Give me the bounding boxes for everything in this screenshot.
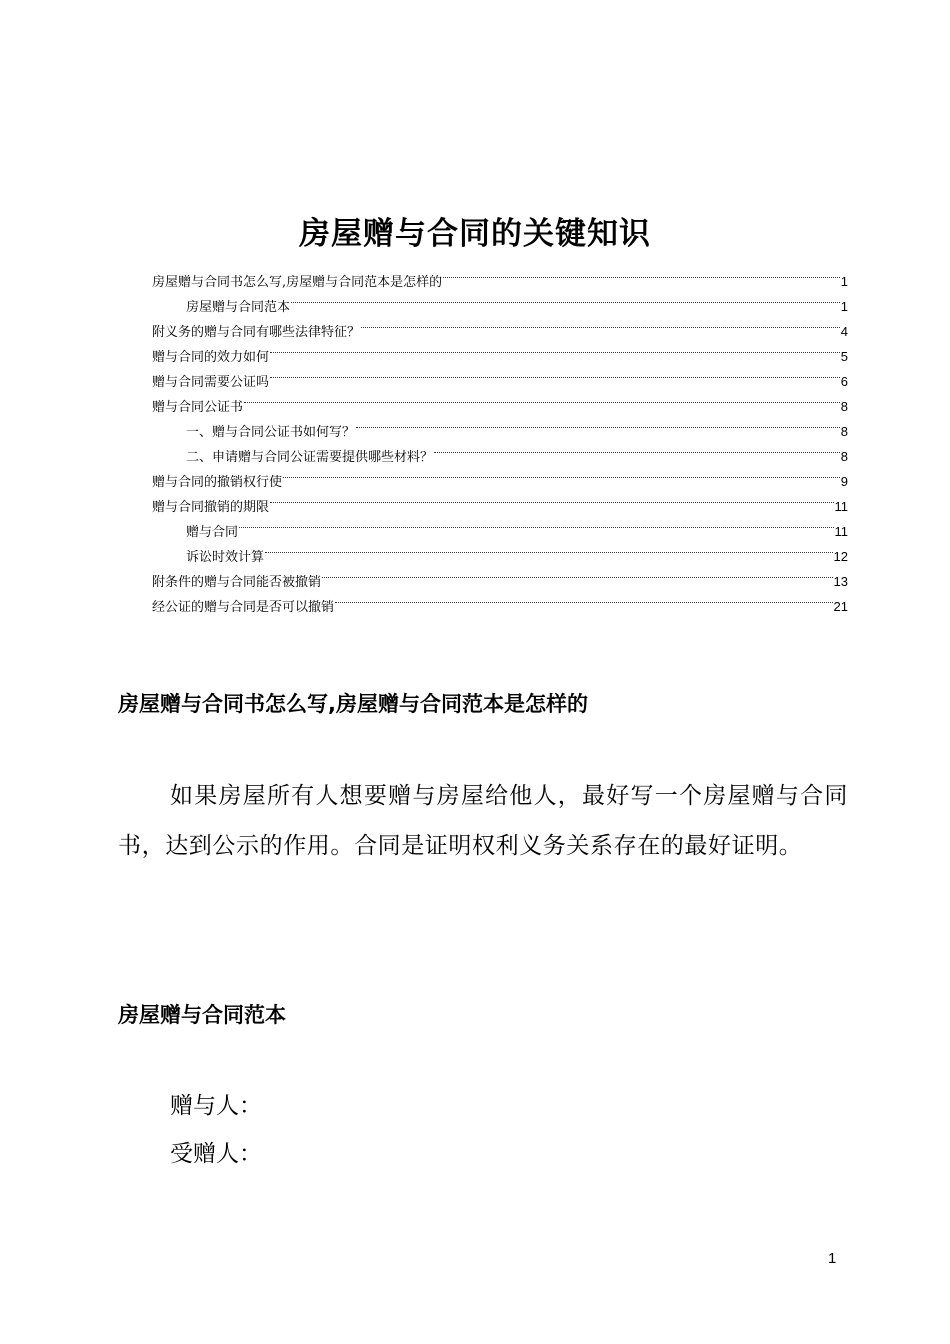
toc-entry-text: 诉讼时效计算 (186, 550, 265, 565)
toc-entry-page-number: 8 (840, 449, 848, 464)
toc-leader-dots (265, 536, 833, 561)
toc-entry-text: 赠与合同公证书 (152, 400, 244, 415)
toc-entry[interactable] (152, 536, 848, 565)
toc-entry[interactable] (152, 261, 848, 290)
toc-leader-dots (443, 261, 840, 286)
toc-leader-dots (356, 411, 840, 436)
donee-label: 受赠人： (170, 1141, 262, 1167)
toc-entry-text: 房屋赠与合同书怎么写,房屋赠与合同范本是怎样的 (152, 275, 443, 290)
section-heading-contract-how-to-write: 房屋赠与合同书怎么写,房屋赠与合同范本是怎样的 (118, 692, 588, 716)
toc-entry-text: 附条件的赠与合同能否被撤销 (152, 575, 322, 590)
toc-entry-text: 二、申请赠与合同公证需要提供哪些材料？ (186, 450, 434, 465)
toc-entry-text: 房屋赠与合同范本 (186, 300, 291, 315)
toc-leader-dots (270, 486, 833, 511)
toc-entry-page-number: 21 (833, 599, 848, 614)
toc-entry-page-number: 1 (840, 299, 848, 314)
toc-entry-page-number: 11 (834, 524, 848, 539)
body-paragraph: 如果房屋所有人想要赠与房屋给他人，最好写一个房屋赠与合同书，达到公示的作用。合同是证明权利义务关系存在的最好证明。 (118, 783, 848, 859)
toc-entry-text: 赠与合同 (186, 525, 239, 540)
toc-entry-page-number: 11 (834, 499, 848, 514)
toc-entry[interactable] (152, 511, 848, 540)
toc-leader-dots (244, 386, 840, 411)
donor-label: 赠与人： (170, 1093, 262, 1119)
toc-entry-text: 经公证的赠与合同是否可以撤销 (152, 600, 335, 615)
toc-leader-dots (270, 336, 840, 361)
toc-entry[interactable] (152, 411, 848, 440)
toc-leader-dots (361, 311, 840, 336)
toc-entry-text: 赠与合同需要公证吗 (152, 375, 270, 390)
toc-leader-dots (291, 286, 840, 311)
toc-entry-page-number: 12 (833, 549, 848, 564)
toc-entry-page-number: 13 (833, 574, 848, 589)
toc-entry[interactable] (152, 386, 848, 415)
toc-leader-dots (322, 561, 833, 586)
toc-leader-dots (239, 511, 833, 536)
section-heading-contract-template: 房屋赠与合同范本 (118, 1003, 286, 1027)
document-title: 房屋赠与合同的关键知识 (299, 216, 651, 252)
toc-entry-page-number: 8 (840, 399, 848, 414)
table-of-contents (152, 261, 848, 615)
toc-leader-dots (270, 361, 840, 386)
toc-leader-dots (434, 436, 840, 461)
page-number: 1 (828, 1250, 837, 1267)
toc-entry-page-number: 1 (840, 274, 848, 289)
toc-leader-dots (283, 461, 840, 486)
toc-entry-page-number: 9 (840, 474, 848, 489)
toc-entry-text: 附义务的赠与合同有哪些法律特征？ (152, 325, 361, 340)
toc-entry-text: 一、赠与合同公证书如何写？ (186, 425, 356, 440)
toc-entry-text: 赠与合同的效力如何 (152, 350, 270, 365)
toc-entry-text: 赠与合同的撤销权行使 (152, 475, 283, 490)
toc-entry-page-number: 6 (840, 374, 848, 389)
toc-entry-page-number: 4 (840, 324, 848, 339)
toc-entry-text: 赠与合同撤销的期限 (152, 500, 270, 515)
toc-leader-dots (335, 586, 833, 611)
toc-entry-page-number: 8 (840, 424, 848, 439)
toc-entry-page-number: 5 (840, 349, 848, 364)
